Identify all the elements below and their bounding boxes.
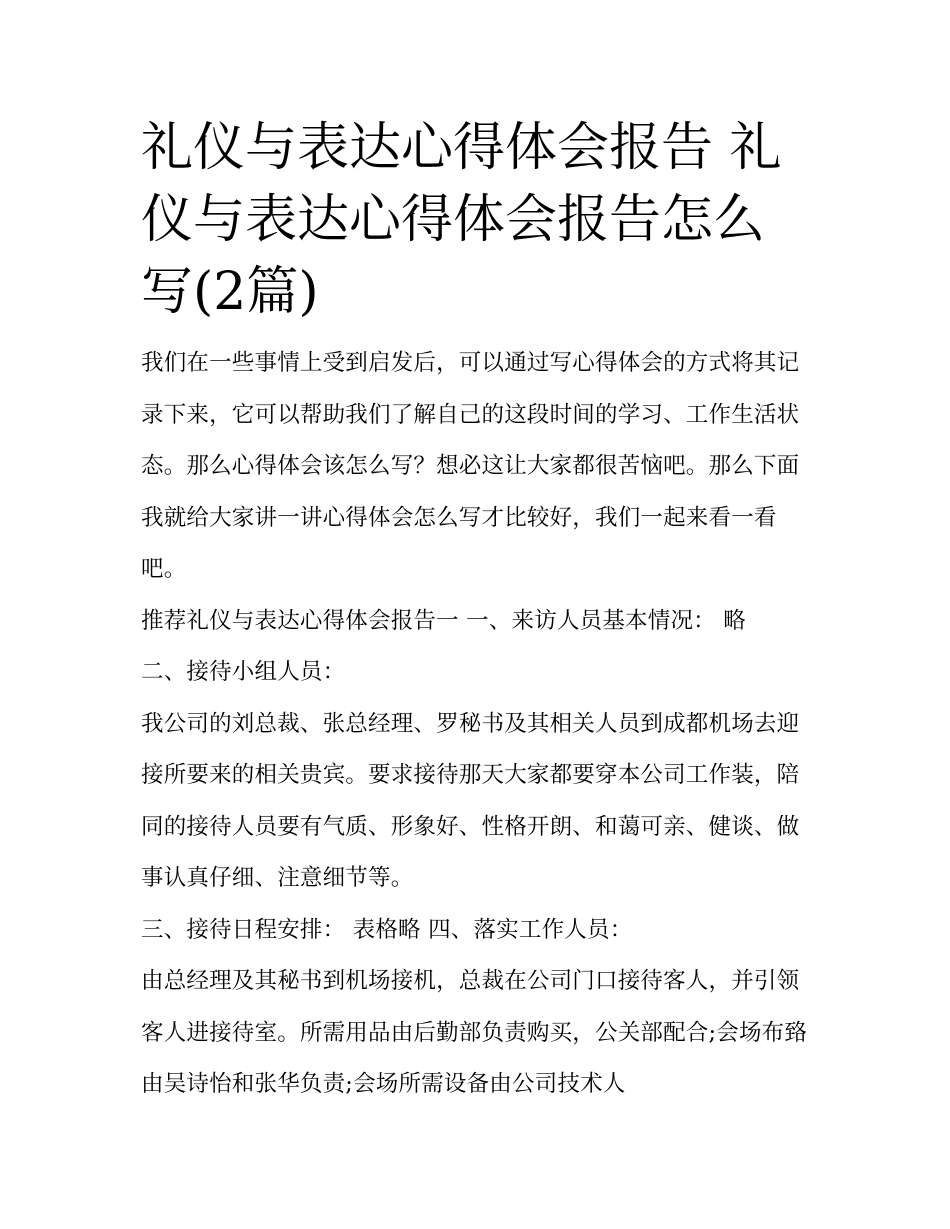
- section-schedule-heading: 三、接待日程安排： 表格略 四、落实工作人员：: [141, 916, 633, 943]
- section-visitor-info: 推荐礼仪与表达心得体会报告一 一、来访人员基本情况： 略: [141, 607, 746, 634]
- section-reception-team-heading: 二、接待小组人员：: [141, 659, 346, 685]
- document-page: [141, 112, 813, 1111]
- document-body: [141, 338, 813, 1111]
- staff-assignment-paragraph: 由总经理及其秘书到机场接机，总裁在公司门口接待客人，并引领客人进接待室。所需用品由后勤部负责购买，公关部配合;会场布臵由吴诗怡和张华负责;会场所需设备由公司技术人: [141, 968, 808, 1097]
- reception-team-paragraph: 我公司的刘总裁、张总经理、罗秘书及其相关人员到成都机场去迎接所要来的相关贵宾。要求接待那天大家都要穿本公司工作装，陪同的接待人员要有气质、形象好、性格开朗、和蔼可亲、健谈、做事认真仔细、注意细节等。: [141, 710, 800, 891]
- intro-paragraph: 我们在一些事情上受到启发后，可以通过写心得体会的方式将其记录下来，它可以帮助我们了解自己的这段时间的学习、工作生活状态。那么心得体会该怎么写？想必这让大家都很苦恼吧。那么下面我就给大家讲一讲心得体会怎么写才比较好，我们一起来看一看吧。: [141, 350, 800, 582]
- document-title: 礼仪与表达心得体会报告 礼仪与表达心得体会报告怎么写(2篇): [141, 118, 782, 322]
